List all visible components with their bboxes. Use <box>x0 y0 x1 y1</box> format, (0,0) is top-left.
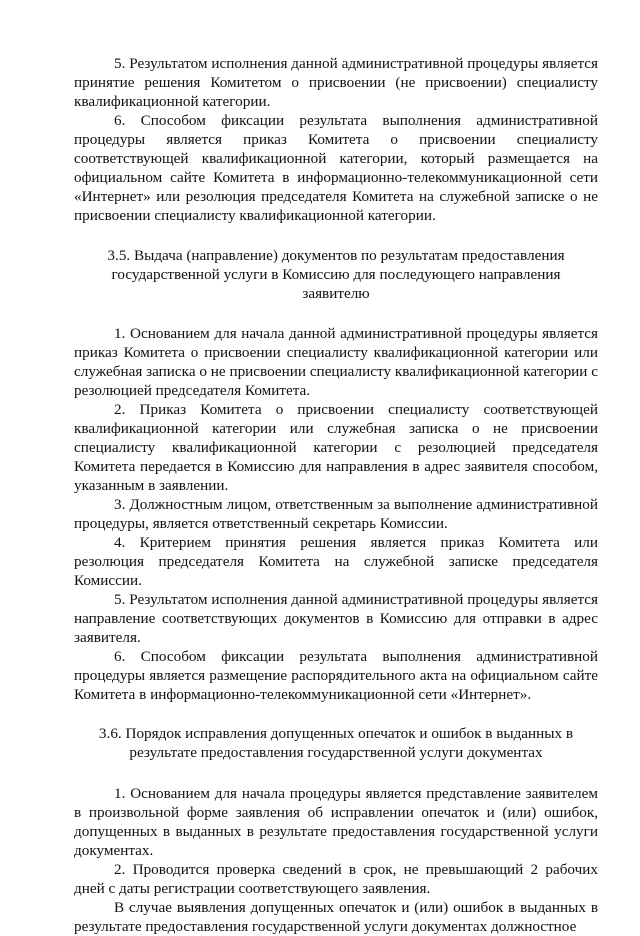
section-heading-3-5: 3.5. Выдача (направление) документов по результатам предоставления государственной услуги в Комиссию для последующего направления заявителю <box>107 247 565 302</box>
paragraph-3-5-2: 2. Приказ Комитета о присвоении специалисту соответствующей квалификационной категории или служебная записка о не присвоении специалисту квалификационной категории с резолюцией председателя Комитета передается в Комиссию для направления в адрес заявителя способом, указанным в заявлении. <box>74 401 598 494</box>
paragraph-3-4-6: 6. Способом фиксации результата выполнения административной процедуры является приказ Комитета о присвоении специалисту соответствующей квалификационной категории, который размещается на официальном сайте Комитета в информационно-телекоммуникационной сети «Интернет» или резолюция председателя Комитета на служебной записке о не присвоении специалисту квалификационной категории. <box>74 112 598 224</box>
paragraph-3-5-6: 6. Способом фиксации результата выполнения административной процедуры является размещение распорядительного акта на официальном сайте Комитета в информационно-телекоммуникационной сети «Интернет». <box>74 648 598 703</box>
paragraph-3-5-1: 1. Основанием для начала данной административной процедуры является приказ Комитета о присвоении специалисту квалификационной категории или служебная записка о не присвоении специалисту квалификационной категории с резолюцией председателя Комитета. <box>74 325 598 399</box>
paragraph-3-5-3: 3. Должностным лицом, ответственным за выполнение административной процедуры, является ответственный секретарь Комиссии. <box>74 496 598 532</box>
paragraph-3-5-5: 5. Результатом исполнения данной административной процедуры является направление соответствующих документов в Комиссию для отправки в адрес заявителя. <box>74 591 598 646</box>
paragraph-3-6-2: 2. Проводится проверка сведений в срок, не превышающий 2 рабочих дней с даты регистрации соответствующего заявления. <box>74 861 598 897</box>
paragraph-3-5-4: 4. Критерием принятия решения является приказ Комитета или резолюция председателя Комитета на служебной записке председателя Комиссии. <box>74 534 598 589</box>
section-heading-3-6: 3.6. Порядок исправления допущенных опечаток и ошибок в выданных в результате предоставления государственной услуги документах <box>98 725 574 761</box>
paragraph-3-6-3: В случае выявления допущенных опечаток и (или) ошибок в выданных в результате предоставления государственной услуги документах должностное <box>74 899 598 935</box>
paragraph-3-6-1: 1. Основанием для начала процедуры является представление заявителем в произвольной форме заявления об исправлении опечаток и (или) ошибок, допущенных в выданных в результате предоставления государственной услуги документах. <box>74 785 598 859</box>
paragraph-3-4-5: 5. Результатом исполнения данной административной процедуры является принятие решения Комитетом о присвоении (не присвоении) специалисту квалификационной категории. <box>74 55 598 110</box>
document-page <box>74 54 598 936</box>
